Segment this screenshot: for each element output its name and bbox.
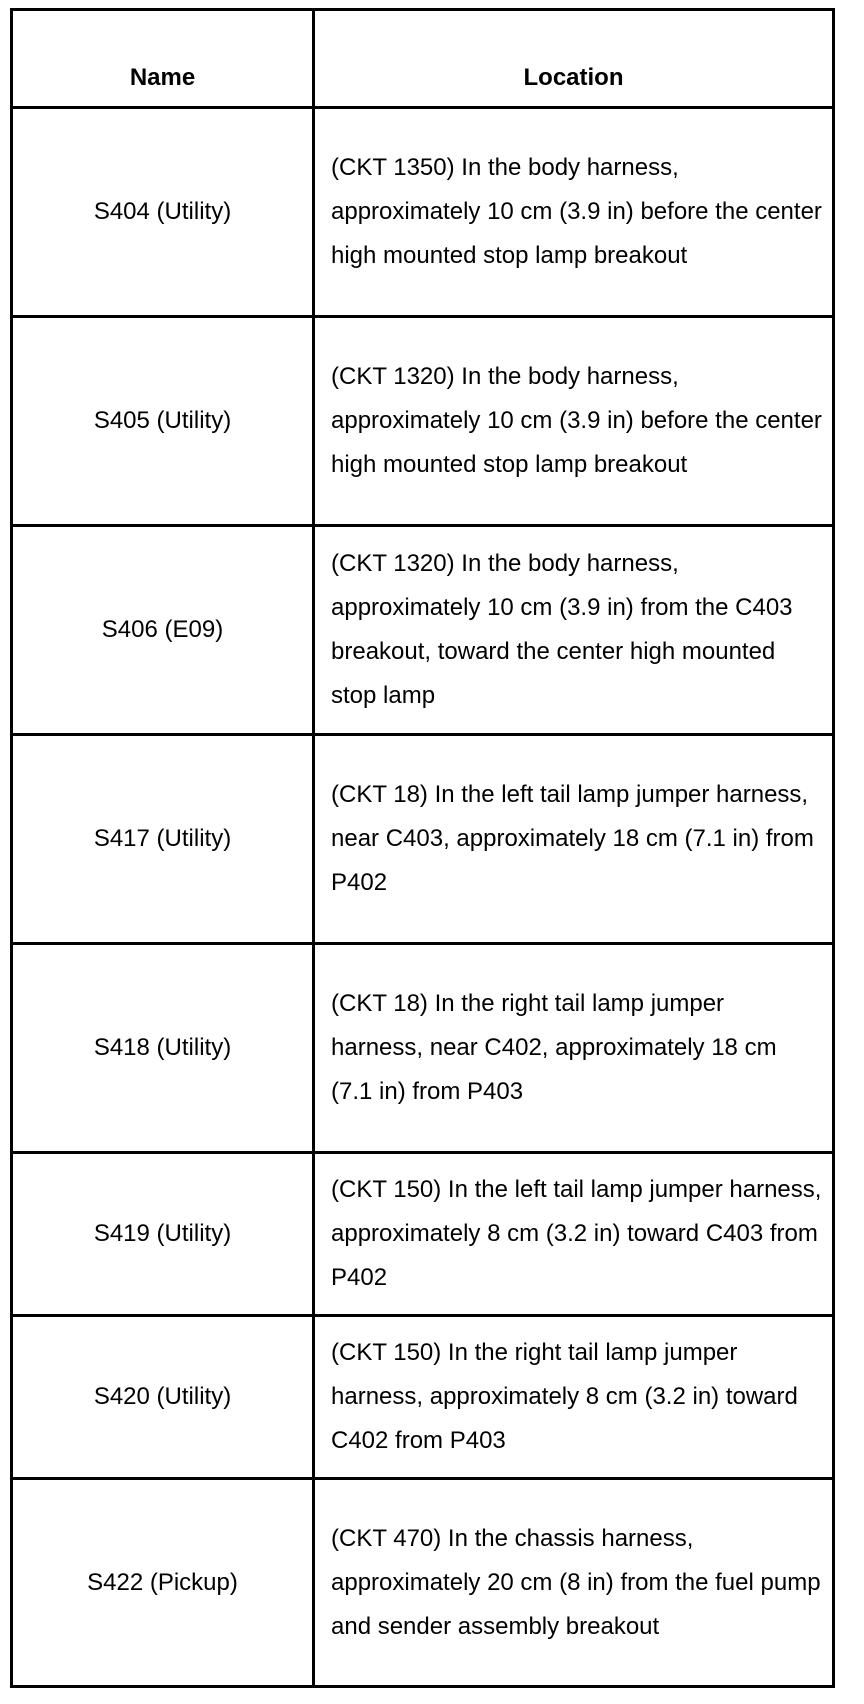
splice-name: S418 (Utility) [12, 944, 314, 1153]
splice-name: S406 (E09) [12, 526, 314, 735]
header-name: Name [12, 10, 314, 108]
splice-name: S422 (Pickup) [12, 1479, 314, 1687]
table-row [12, 526, 834, 735]
splice-location: (CKT 150) In the left tail lamp jumper harness, approximately 8 cm (3.2 in) toward C403 from P402 [314, 1153, 834, 1316]
table-row [12, 108, 834, 317]
splice-name: S420 (Utility) [12, 1316, 314, 1479]
splice-location: (CKT 18) In the left tail lamp jumper harness, near C403, approximately 18 cm (7.1 in) from P402 [314, 735, 834, 944]
splice-location-table [10, 8, 835, 1688]
splice-location: (CKT 1320) In the body harness, approximately 10 cm (3.9 in) from the C403 breakout, toward the center high mounted stop lamp [314, 526, 834, 735]
splice-location: (CKT 18) In the right tail lamp jumper harness, near C402, approximately 18 cm (7.1 in) from P403 [314, 944, 834, 1153]
header-location: Location [314, 10, 834, 108]
splice-location: (CKT 150) In the right tail lamp jumper harness, approximately 8 cm (3.2 in) toward C402 from P403 [314, 1316, 834, 1479]
splice-location: (CKT 1350) In the body harness, approximately 10 cm (3.9 in) before the center high mounted stop lamp breakout [314, 108, 834, 317]
splice-location: (CKT 470) In the chassis harness, approximately 20 cm (8 in) from the fuel pump and sender assembly breakout [314, 1479, 834, 1687]
table-row [12, 1479, 834, 1687]
splice-name: S419 (Utility) [12, 1153, 314, 1316]
splice-name: S404 (Utility) [12, 108, 314, 317]
table-row [12, 735, 834, 944]
header-row [12, 10, 834, 108]
table-row [12, 317, 834, 526]
splice-name: S417 (Utility) [12, 735, 314, 944]
table-row [12, 944, 834, 1153]
table-row [12, 1153, 834, 1316]
table-row [12, 1316, 834, 1479]
splice-name: S405 (Utility) [12, 317, 314, 526]
splice-location: (CKT 1320) In the body harness, approximately 10 cm (3.9 in) before the center high mounted stop lamp breakout [314, 317, 834, 526]
